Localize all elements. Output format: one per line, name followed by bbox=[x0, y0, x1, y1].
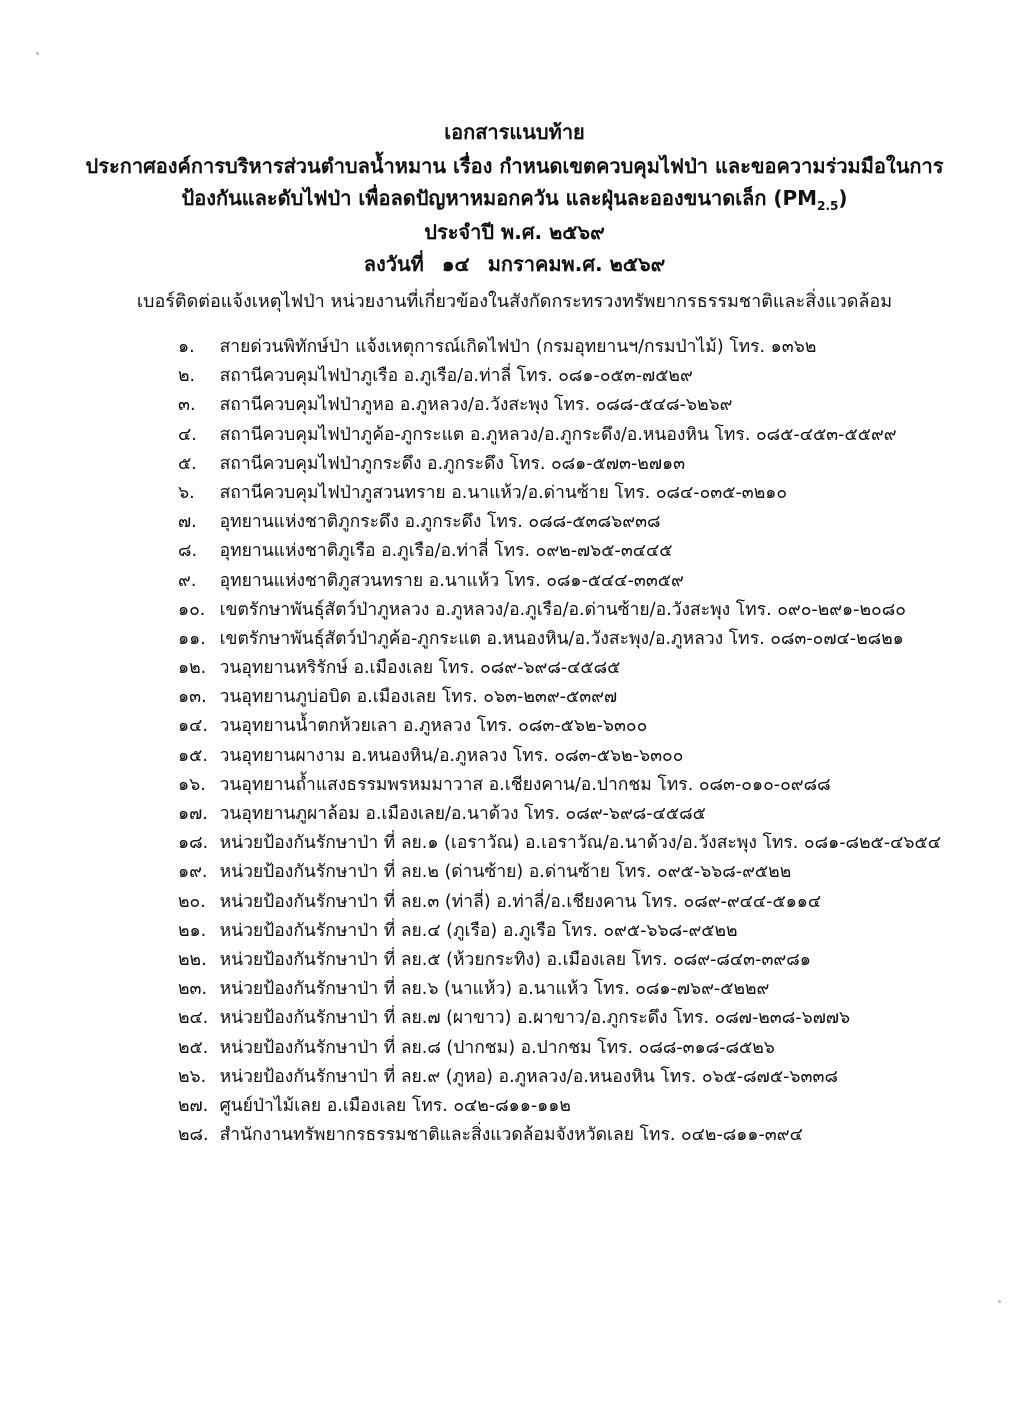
contact-item bbox=[178, 537, 941, 566]
contact-item bbox=[178, 567, 941, 596]
contact-number: ๑๘. bbox=[178, 833, 209, 854]
contact-number: ๒๗. bbox=[178, 1095, 209, 1116]
contact-item bbox=[178, 858, 941, 887]
contact-number: ๒. bbox=[178, 366, 196, 387]
fiscal-year: ประจำปี พ.ศ. ๒๕๖๙ bbox=[424, 220, 605, 244]
document-title: เอกสารแนบท้าย bbox=[444, 120, 585, 144]
contact-number: ๘. bbox=[178, 541, 198, 562]
contact-text: สถานีควบคุมไฟป่าภูหอ อ.ภูหลวง/อ.วังสะพุง โทร. ๐๘๘-๕๔๘-๖๒๖๙ bbox=[219, 395, 733, 416]
contact-item bbox=[178, 1092, 941, 1121]
date-day: ๑๔ bbox=[441, 252, 470, 276]
contact-item bbox=[178, 450, 941, 479]
contact-item bbox=[178, 508, 941, 537]
date-label: ลงวันที่ bbox=[363, 252, 424, 276]
contact-item bbox=[178, 333, 941, 362]
contact-item bbox=[178, 654, 941, 683]
contact-number: ๒๘. bbox=[178, 1125, 209, 1146]
contact-item bbox=[178, 800, 941, 829]
contact-number: ๒๑. bbox=[178, 920, 207, 941]
contact-item bbox=[178, 1063, 941, 1092]
contact-item bbox=[178, 742, 941, 771]
contact-text: หน่วยป้องกันรักษาป่า ที่ ลย.๔ (ภูเรือ) อ.ภูเรือ โทร. ๐๙๕-๖๖๘-๙๕๒๒ bbox=[219, 920, 738, 941]
contact-number: ๑๑. bbox=[178, 628, 206, 649]
contact-number: ๒๒. bbox=[178, 949, 207, 970]
contact-text: สถานีควบคุมไฟป่าภูค้อ-ภูกระแต อ.ภูหลวง/อ.ภูกระดึง/อ.หนองหิน โทร. ๐๘๕-๔๕๓-๕๕๙๙ bbox=[219, 424, 897, 445]
contact-text: วนอุทยานถ้ำแสงธรรมพรหมมาวาส อ.เชียงคาน/อ.ปากชม โทร. ๐๘๓-๐๑๐-๐๙๘๘ bbox=[219, 774, 831, 795]
contact-text: อุทยานแห่งชาติภูกระดึง อ.ภูกระดึง โทร. ๐๘๘-๕๓๘๖๙๓๘ bbox=[219, 512, 661, 533]
pm-subscript: 2.5 bbox=[817, 199, 839, 213]
date-month-year: มกราคมพ.ศ. ๒๕๖๙ bbox=[487, 252, 666, 276]
contact-number: ๑๐. bbox=[178, 599, 206, 620]
contact-text: ศูนย์ป่าไม้เลย อ.เมืองเลย โทร. ๐๔๒-๘๑๑-๑๑๒ bbox=[219, 1095, 571, 1116]
contact-item bbox=[178, 683, 941, 712]
contact-text: หน่วยป้องกันรักษาป่า ที่ ลย.๕ (ห้วยกระทิง) อ.เมืองเลย โทร. ๐๘๙-๘๔๓-๓๙๘๑ bbox=[219, 949, 811, 970]
contact-item bbox=[178, 1004, 941, 1033]
contact-item bbox=[178, 1121, 941, 1150]
contact-text: วนอุทยานน้ำตกห้วยเลา อ.ภูหลวง โทร. ๐๘๓-๕๖๒-๖๓๐๐ bbox=[219, 716, 648, 737]
contact-item bbox=[178, 1034, 941, 1063]
subject-line-2-suffix: ) bbox=[838, 186, 848, 210]
contact-text: หน่วยป้องกันรักษาป่า ที่ ลย.๓ (ท่าลี่) อ.ท่าลี่/อ.เชียงคาน โทร. ๐๘๙-๙๔๔-๕๑๑๔ bbox=[219, 891, 822, 912]
contact-item bbox=[178, 596, 941, 625]
contact-number: ๗. bbox=[178, 512, 197, 533]
contact-number: ๒๔. bbox=[178, 1008, 209, 1029]
contact-number: ๒๖. bbox=[178, 1066, 207, 1087]
contact-text: สถานีควบคุมไฟป่าภูสวนทราย อ.นาแห้ว/อ.ด่านซ้าย โทร. ๐๘๔-๐๓๕-๓๒๑๐ bbox=[219, 482, 788, 503]
contact-number: ๒๓. bbox=[178, 979, 208, 1000]
subject-line-2-prefix: ป้องกันและดับไฟป่า เพื่อลดปัญหาหมอกควัน และฝุ่นละอองขนาดเล็ก (PM bbox=[181, 186, 818, 210]
contact-text: อุทยานแห่งชาติภูสวนทราย อ.นาแห้ว โทร. ๐๘๑-๕๔๔-๓๓๕๙ bbox=[219, 570, 684, 591]
contact-text: เขตรักษาพันธุ์สัตว์ป่าภูหลวง อ.ภูหลวง/อ.ภูเรือ/อ.ด่านซ้าย/อ.วังสะพุง โทร. ๐๙๐-๒๙๑-๒๐๘๐ bbox=[219, 599, 906, 620]
contact-item bbox=[178, 391, 941, 420]
contact-number: ๔. bbox=[178, 424, 197, 445]
contact-item bbox=[178, 829, 941, 858]
contact-item bbox=[178, 771, 941, 800]
contact-text: สายด่วนพิทักษ์ป่า แจ้งเหตุการณ์เกิดไฟป่า (กรมอุทยานฯ/กรมป่าไม้) โทร. ๑๓๖๒ bbox=[219, 337, 817, 357]
contact-number: ๑๔. bbox=[178, 716, 208, 737]
contact-text: วนอุทยานหริรักษ์ อ.เมืองเลย โทร. ๐๘๙-๖๙๘-๔๕๘๕ bbox=[219, 658, 621, 679]
contact-item bbox=[178, 917, 941, 946]
contact-number: ๒๕. bbox=[178, 1037, 209, 1058]
announcement-subject-line-2 bbox=[0, 184, 1029, 220]
scan-speck bbox=[36, 52, 39, 55]
contact-text: สถานีควบคุมไฟป่าภูกระดึง อ.ภูกระดึง โทร. ๐๘๑-๕๗๓-๒๗๑๓ bbox=[219, 453, 686, 474]
announcement-date bbox=[0, 250, 1029, 278]
contact-text: หน่วยป้องกันรักษาป่า ที่ ลย.๑ (เอราวัณ) อ.เอราวัณ/อ.นาด้วง/อ.วังสะพุง โทร. ๐๘๑-๘๒๕-๔๖๕๔ bbox=[219, 833, 941, 854]
contact-text: วนอุทยานภูผาล้อม อ.เมืองเลย/อ.นาด้วง โทร. ๐๘๙-๖๙๘-๔๕๘๕ bbox=[219, 804, 706, 824]
contact-text: หน่วยป้องกันรักษาป่า ที่ ลย.๒ (ด่านซ้าย) อ.ด่านซ้าย โทร. ๐๙๕-๖๖๘-๙๕๒๒ bbox=[219, 862, 792, 883]
contact-item bbox=[178, 946, 941, 975]
announcement-subject-line-1: ประกาศองค์การบริหารส่วนตำบลน้ำหมาน เรื่อง กำหนดเขตควบคุมไฟป่า และขอความร่วมมือในการ bbox=[85, 154, 944, 178]
contact-text: สถานีควบคุมไฟป่าภูเรือ อ.ภูเรือ/อ.ท่าลี่ โทร. ๐๘๑-๐๕๓-๗๕๒๙ bbox=[219, 366, 693, 387]
contact-number: ๖. bbox=[178, 482, 195, 503]
contact-text: สำนักงานทรัพยากรธรรมชาติและสิ่งแวดล้อมจังหวัดเลย โทร. ๐๔๒-๘๑๑-๓๙๔ bbox=[219, 1125, 803, 1146]
contact-number: ๑๓. bbox=[178, 687, 207, 708]
contact-item bbox=[178, 888, 941, 917]
contact-number: ๑๒. bbox=[178, 658, 207, 679]
contact-item bbox=[178, 421, 941, 450]
contacts-heading: เบอร์ติดต่อแจ้งเหตุไฟป่า หน่วยงานที่เกี่ยวข้องในสังกัดกระทรวงทรัพยากรธรรมชาติและสิ่งแวดล้อม bbox=[136, 291, 893, 312]
contact-number: ๙. bbox=[178, 570, 197, 591]
contact-number: ๓. bbox=[178, 395, 196, 416]
contact-text: วนอุทยานภูบ่อบิด อ.เมืองเลย โทร. ๐๖๓-๒๓๙-๕๓๙๗ bbox=[219, 687, 618, 708]
contact-number: ๑๗. bbox=[178, 804, 208, 824]
contact-number: ๕. bbox=[178, 453, 197, 474]
contact-text: หน่วยป้องกันรักษาป่า ที่ ลย.๖ (นาแห้ว) อ.นาแห้ว โทร. ๐๘๑-๗๖๙-๕๒๒๙ bbox=[219, 979, 770, 1000]
contact-item bbox=[178, 975, 941, 1004]
contact-text: อุทยานแห่งชาติภูเรือ อ.ภูเรือ/อ.ท่าลี่ โทร. ๐๙๒-๗๖๕-๓๔๔๕ bbox=[219, 541, 673, 562]
contact-text: หน่วยป้องกันรักษาป่า ที่ ลย.๙ (ภูหอ) อ.ภูหลวง/อ.หนองหิน โทร. ๐๖๕-๘๗๕-๖๓๓๘ bbox=[219, 1066, 838, 1087]
contact-number: ๑๖. bbox=[178, 774, 206, 795]
contact-text: หน่วยป้องกันรักษาป่า ที่ ลย.๘ (ปากชม) อ.ปากชม โทร. ๐๘๘-๓๑๘-๘๕๒๖ bbox=[219, 1037, 775, 1058]
contact-number: ๒๐. bbox=[178, 891, 206, 912]
contact-text: หน่วยป้องกันรักษาป่า ที่ ลย.๗ (ผาขาว) อ.ผาขาว/อ.ภูกระดึง โทร. ๐๘๗-๒๓๘-๖๗๗๖ bbox=[219, 1008, 851, 1029]
contact-number: ๑. bbox=[178, 337, 195, 357]
contact-item bbox=[178, 712, 941, 741]
scan-speck bbox=[998, 1300, 1001, 1303]
contact-text: วนอุทยานผางาม อ.หนองหิน/อ.ภูหลวง โทร. ๐๘๓-๕๖๒-๖๓๐๐ bbox=[219, 745, 684, 766]
contact-item bbox=[178, 362, 941, 391]
contact-number: ๑๙. bbox=[178, 862, 208, 883]
contact-item bbox=[178, 479, 941, 508]
contact-item bbox=[178, 625, 941, 654]
contact-text: เขตรักษาพันธุ์สัตว์ป่าภูค้อ-ภูกระแต อ.หนองหิน/อ.วังสะพุง/อ.ภูหลวง โทร. ๐๘๓-๐๗๔-๒๘๒๑ bbox=[219, 628, 904, 649]
contact-list bbox=[178, 333, 941, 1150]
contact-number: ๑๕. bbox=[178, 745, 208, 766]
